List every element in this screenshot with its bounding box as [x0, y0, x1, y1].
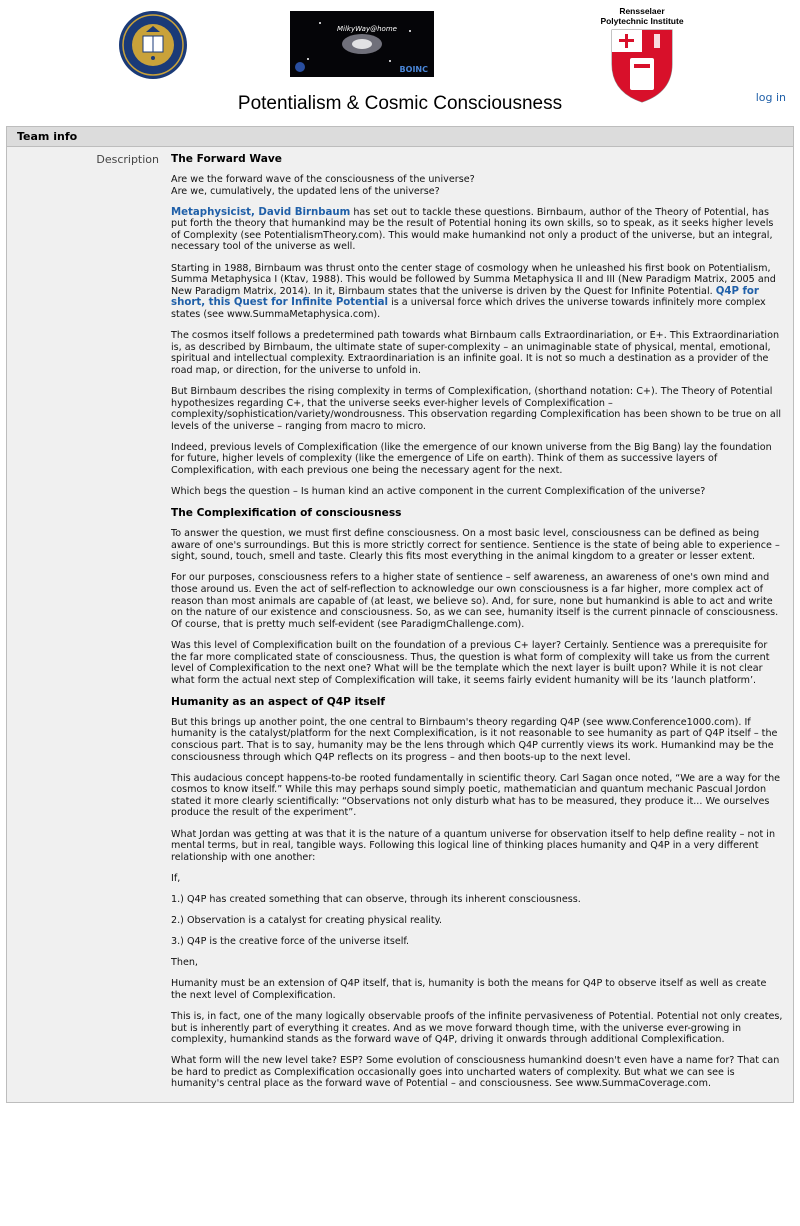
milkyway-home-logo: [290, 11, 434, 77]
site-title: Potentialism & Cosmic Consciousness: [237, 93, 563, 114]
paragraph: This is, in fact, one of the many logically observable proofs of the infinite pervasiveness of Potential. Potential not only creates, but is inherently part of everything it creates. And as we move forward though time, with the universe ever-growing in complexity, humankind stands as the forward wave of Q4P, driving it onwards through additional Complexification.: [171, 1010, 783, 1046]
uc-seal-logo: [118, 10, 188, 80]
section-heading: Humanity as an aspect of Q4P itself: [171, 695, 386, 708]
description-content: [167, 147, 793, 1102]
page-header: [0, 0, 800, 120]
paragraph-text: Starting in 1988, Birnbaum was thrust onto the center stage of cosmology when he unleashed his first book on Potentialism, Summa Metaphysica I (Ktav, 1988). This would be followed by Summa Metaphysica II and III (New Paradigm Matrix, 2005 and New Paradigm Matrix, 2014). In it, Birnbaum states that the universe is driven by the Quest for Infinite Potential.: [171, 262, 776, 297]
paragraph: Are we the forward wave of the consciousness of the universe? Are we, cumulatively, the updated lens of the universe?: [171, 174, 475, 197]
paragraph: Then,: [171, 957, 198, 969]
paragraph: Humanity must be an extension of Q4P itself, that is, humanity is both the means for Q4P to observe itself as well as create the next level of Complexification.: [171, 978, 767, 1001]
paragraph: But Birnbaum describes the rising complexity in terms of Complexification, (shorthand notation: C+). The Theory of Potential hypothesizes regarding C+, that the universe seeks ever-higher levels of Complexification – complexity/sophistication/variety/wondrousness. This observation regarding Complexification has been shown to be true on all levels of the universe – ranging from macro to micro.: [171, 385, 782, 432]
paragraph: But this brings up another point, the one central to Birnbaum's theory regarding Q4P (see www.Conference1000.com). If humanity is the catalyst/platform for the next Complexification, is it not reasonable to see humanity as part of Q4P itself – the conscious part. That is to say, humanity may be the lens through which Q4P currently views its work. Humankind may be the consciousness through which Q4P reflects on its progress – and then boots-up to the next level.: [171, 716, 778, 763]
paragraph: For our purposes, consciousness refers to a higher state of sentience – self awareness, an awareness of one's own mind and those around us. Even the act of self-reflection to acknowledge our own consciousness is a far higher, more complex act of reason than most animals are capable of (at least, we believe so). And, for sure, none but humankind is able to act and write on the nature of our existence and consciousness. So, as we can see, humanity itself is the current pinnacle of consciousness. Of course, that is pretty much self-evident (see ParadigmChallenge.com).: [171, 572, 779, 630]
boinc-logo-text: BOINC: [399, 65, 428, 74]
paragraph: What Jordan was getting at was that it is the nature of a quantum universe for observation itself to help define reality – not in mental terms, but in real, tangible ways. Following this logical line of thinking places humanity and Q4P in a very different relationship with one another:: [171, 828, 776, 863]
section-heading: The Complexification of consciousness: [171, 507, 402, 520]
paragraph: The cosmos itself follows a predetermined path towards what Birnbaum calls Extraordinariation, or E+. This Extraordinariation is, as described by Birnbaum, the ultimate state of super-complexity – an unimaginable state of physical, mental, emotional, spiritual and intellectual complexity. Extraordinariation is an infinite goal. It is not so much a destination as a provider of the road map, or direction, for the universe to unfold in.: [171, 330, 780, 376]
description-row: [7, 147, 793, 1102]
paragraph: If,: [171, 872, 181, 884]
rpi-logo: [596, 6, 688, 106]
list-item: 1.) Q4P has created something that can observe, through its inherent consciousness.: [171, 893, 581, 905]
paragraph: Which begs the question – Is human kind an active component in the current Complexification of the universe?: [171, 486, 706, 498]
paragraph: Indeed, previous levels of Complexification (like the emergence of our known universe from the Big Bang) lay the foundation for future, higher levels of complexity (like the emergence of Life on earth). Think of them as successive layers of Complexification, with each previous one being the necessary agent for the next.: [171, 441, 772, 476]
section-heading: The Forward Wave: [171, 153, 282, 165]
paragraph: This audacious concept happens-to-be rooted fundamentally in scientific theory. Carl Sagan once noted, “We are a way for the cosmos to know itself.” While this may perhaps sound simply poetic, mathematician and quantum mechanic Pascual Jordon stated it more clearly scientifically: “Observations not only disturb what has to be measured, they produce it... We ourselves produce the result of the experiment”.: [171, 772, 781, 819]
description-label: Description: [96, 153, 159, 166]
paragraph: What form will the new level take? ESP? Some evolution of consciousness humankind doesn't even have a name for? That can be hard to predict as Complexification occasionally goes into uncharted waters of complexity. But what we can see is humanity's central place as the forward wave of Potential – and consciousness. See www.SummaCoverage.com.: [171, 1055, 780, 1090]
list-item: 2.) Observation is a catalyst for creating physical reality.: [171, 915, 443, 926]
list-item: 3.) Q4P is the creative force of the universe itself.: [171, 936, 410, 948]
paragraph: To answer the question, we must first define consciousness. On a most basic level, consciousness can be defined as being aware of one's surroundings. But this is more strictly correct for sentience. Sentience is the state of being able to experience – sight, sound, touch, smell and taste. Clearly this fits most everything in the animal kingdom to a greater or lesser extent.: [171, 528, 780, 563]
paragraph-text: is a universal force which drives the universe towards infinitely more complex states (see www.SummaMetaphysica.com).: [171, 297, 766, 320]
paragraph: [171, 263, 783, 321]
birnbaum-link[interactable]: Metaphysicist, David Birnbaum: [171, 206, 351, 218]
team-info-panel: [6, 126, 794, 1103]
rpi-name: Rensselaer Polytechnic Institute: [600, 6, 684, 26]
login-link[interactable]: log in: [755, 91, 786, 104]
q4p-link[interactable]: Q4P for short, this Quest for Infinite Potential: [171, 285, 759, 309]
milkyway-logo-text: MilkyWay@home: [337, 25, 397, 33]
paragraph: Was this level of Complexification built on the foundation of a previous C+ layer? Certainly. Sentience was a prerequisite for the far more complicated state of consciousness. Thus, the question is what form of complexity will take us from the current level of Complexification to the next one? What will be the template which the next layer is built upon? While it is not clear what form the actual next step of Complexification will take, it seems fairly evident humanity will be its ‘launch platform’.: [171, 639, 770, 686]
paragraph-text: has set out to tackle these questions. Birnbaum, author of the Theory of Potential, has put forth the theory that humankind may be the result of Potential honing its own skills, so to speak, as it seeks higher levels of Complexity (see PotentialismTheory.com). This would make humankind not only a product of the universe, but an integral, necessary tool of the universe as well.: [171, 206, 774, 253]
paragraph: [171, 207, 783, 253]
panel-title: Team info: [7, 127, 793, 147]
